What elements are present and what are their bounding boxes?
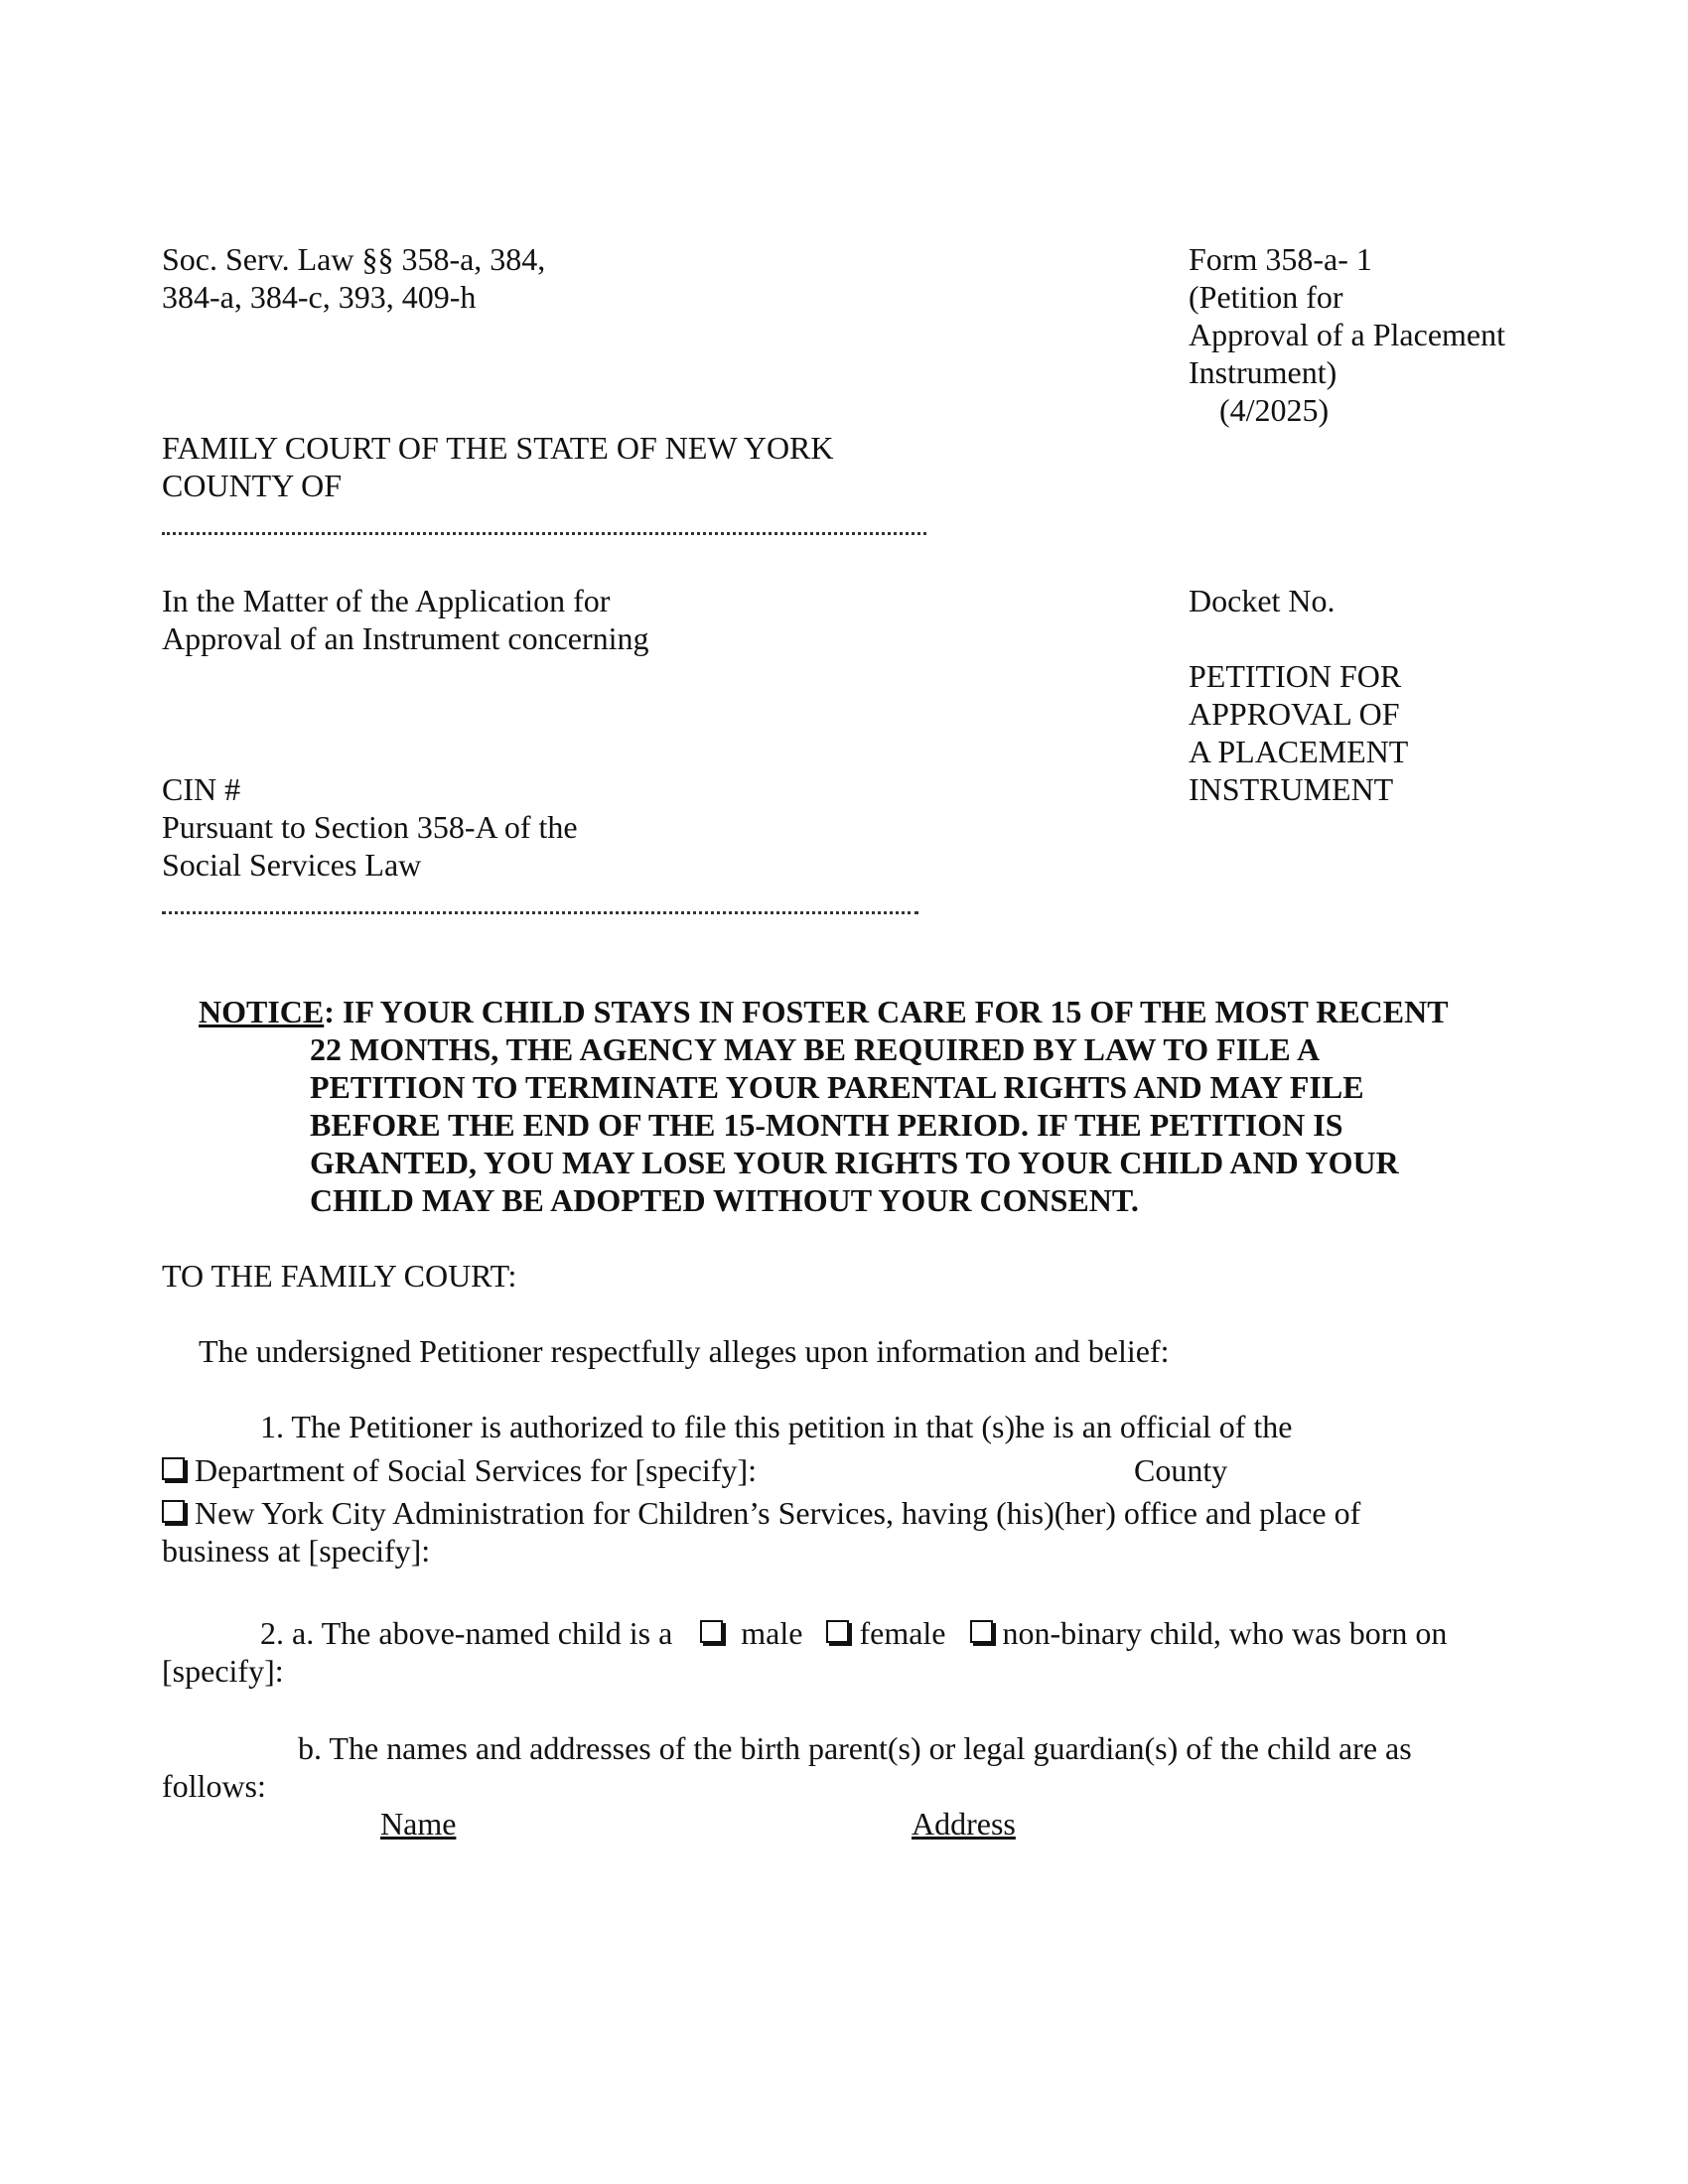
dss-option <box>162 1451 757 1489</box>
form-title-line-3: Instrument) <box>1189 354 1337 390</box>
pursuant-line-2: Social Services Law <box>162 847 422 883</box>
female-checkbox[interactable] <box>826 1620 849 1643</box>
caption-divider-bottom <box>162 911 918 914</box>
statute-line-2: 384-a, 384-c, 393, 409-h <box>162 279 477 315</box>
notice-line-1: : IF YOUR CHILD STAYS IN FOSTER CARE FOR 15 OF THE MOST RECENT <box>324 994 1449 1029</box>
notice-line-3: PETITION TO TERMINATE YOUR PARENTAL RIGHTS AND MAY FILE <box>310 1069 1364 1105</box>
notice-line-4: BEFORE THE END OF THE 15-MONTH PERIOD. IF THE PETITION IS <box>310 1107 1343 1143</box>
paragraph-2b-line-2: follows: <box>162 1768 266 1804</box>
acs-option <box>162 1494 1360 1532</box>
male-label: male <box>741 1615 803 1651</box>
form-revision-date: (4/2025) <box>1219 392 1330 428</box>
petition-title-line-3: A PLACEMENT <box>1189 734 1409 769</box>
notice-line-2: 22 MONTHS, THE AGENCY MAY BE REQUIRED BY LAW TO FILE A <box>310 1031 1321 1067</box>
matter-line-1: In the Matter of the Application for <box>162 583 611 618</box>
to-court-heading: TO THE FAMILY COURT: <box>162 1258 517 1294</box>
paragraph-2b-line-1: b. The names and addresses of the birth parent(s) or legal guardian(s) of the child are as <box>298 1730 1412 1766</box>
caption-divider-top <box>162 532 926 535</box>
dss-checkbox[interactable] <box>162 1457 185 1480</box>
paragraph-2a-lead: 2. a. The above-named child is a <box>260 1615 673 1651</box>
county-suffix: County <box>1134 1452 1228 1488</box>
docket-label: Docket No. <box>1189 583 1336 618</box>
parental-rights-notice <box>199 993 1529 1219</box>
non-binary-checkbox[interactable] <box>970 1620 993 1643</box>
birth-date-label: [specify]: <box>162 1653 284 1689</box>
acs-checkbox[interactable] <box>162 1500 185 1523</box>
dss-option-label: Department of Social Services for [specify]: <box>195 1452 758 1488</box>
name-column-header: Name <box>380 1806 457 1842</box>
form-number: Form 358-a- 1 <box>1189 241 1372 277</box>
statute-line-1: Soc. Serv. Law §§ 358-a, 384, <box>162 241 546 277</box>
matter-line-2: Approval of an Instrument concerning <box>162 620 649 656</box>
county-label: COUNTY OF <box>162 468 343 503</box>
petition-title-line-2: APPROVAL OF <box>1189 696 1400 732</box>
pursuant-line-1: Pursuant to Section 358-A of the <box>162 809 578 845</box>
acs-option-label: New York City Administration for Children’s Services, having (his)(her) office and place of <box>195 1495 1361 1531</box>
form-title-line-2: Approval of a Placement <box>1189 317 1505 352</box>
notice-line-6: CHILD MAY BE ADOPTED WITHOUT YOUR CONSENT. <box>310 1182 1139 1218</box>
notice-line-5: GRANTED, YOU MAY LOSE YOUR RIGHTS TO YOUR CHILD AND YOUR <box>310 1145 1399 1180</box>
female-label: female <box>859 1615 946 1651</box>
non-binary-label: non-binary child, who was born on <box>1002 1615 1448 1651</box>
form-title-line-1: (Petition for <box>1189 279 1343 315</box>
court-name: FAMILY COURT OF THE STATE OF NEW YORK <box>162 430 834 466</box>
cin-label: CIN # <box>162 771 241 807</box>
acs-option-continuation: business at [specify]: <box>162 1533 431 1569</box>
notice-label: NOTICE <box>199 994 325 1029</box>
petition-title-line-1: PETITION FOR <box>1189 658 1402 694</box>
paragraph-1-lead: 1. The Petitioner is authorized to file this petition in that (s)he is an official of the <box>260 1409 1293 1444</box>
petition-title-line-4: INSTRUMENT <box>1189 771 1394 807</box>
child-gender-line <box>260 1614 1447 1652</box>
intro-paragraph: The undersigned Petitioner respectfully alleges upon information and belief: <box>199 1333 1170 1369</box>
male-checkbox[interactable] <box>700 1620 723 1643</box>
address-column-header: Address <box>912 1806 1016 1842</box>
